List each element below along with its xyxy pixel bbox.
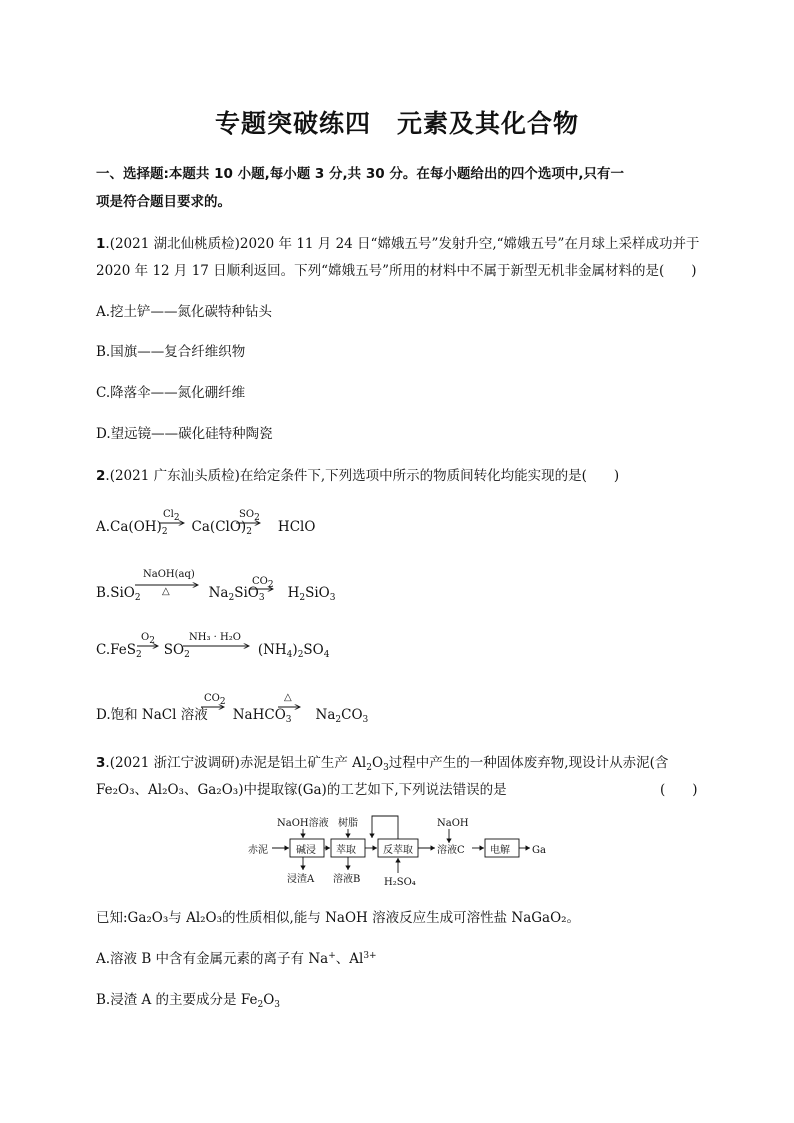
q2-text: .(2021 广东汕头质检)在给定条件下,下列选项中所示的物质间转化均能实现的是( ) [105,468,620,484]
q2-d-reagent2: △ [284,692,292,703]
flow-output2: 溶液B [333,874,361,885]
q2-b-intermediate-a: Na [208,585,229,601]
q2-d-reactant: 饱和 NaCl 溶液 [110,707,208,723]
q3-number: 3 [96,755,106,771]
q2-c-product-sub1: 4 [286,650,293,660]
q3-option-b [96,988,280,1010]
q3-text-sub2: 3 [383,763,389,773]
q3-b-sub1: 2 [257,1000,264,1010]
q2-a-label: A. [96,519,111,535]
q2-d-intermediate: NaHCO [232,707,286,723]
q2-d-reagent1: CO2 [204,693,226,707]
flow-input1: NaOH溶液 [277,818,329,829]
flow-mid: 溶液C [437,845,465,856]
q1-option-b: B.国旗——复合纤维织物 [96,344,246,360]
q2-b-reagent1-bottom: △ [162,586,170,597]
q2-b-intermediate-sub1: 2 [228,593,235,603]
q2-c-product-b: ) [292,642,298,658]
q1-text-1: .(2021 湖北仙桃质检)2020 年 11 月 24 日“嫦娥五号”发射升空,“嫦娥五号”在月球上采样成功并于 [105,236,700,252]
flow-input4: NaOH [437,818,469,829]
q3-b-sub2: 3 [274,1000,280,1010]
q2-b-product-sub1: 2 [299,593,306,603]
q2-b-product-a: H [287,585,300,601]
page-title: 专题突破练四 元素及其化合物 [214,109,579,138]
q3-a-text-b: 、Al [335,951,364,967]
flow-box4-label: 电解 [490,845,510,856]
q3-answer-paren: ( ) [660,782,698,798]
flow-box3-label: 反萃取 [383,845,413,856]
q2-b-intermediate-sub2: 3 [258,593,265,603]
q3-stem-line2: Fe₂O₃、Al₂O₃、Ga₂O₃)中提取镓(Ga)的工艺如下,下列说法错误的是 [96,782,507,798]
q2-b-product-sub2: 3 [329,593,336,603]
q1-option-d: D.望远镜——碳化硅特种陶瓷 [96,426,273,442]
q1-option-c: C.降落伞——氮化硼纤维 [96,385,246,401]
q3-b-text-b: O [263,992,275,1008]
q2-d-intermediate-sub: 3 [285,715,292,725]
q2-c-reactant: FeS [110,642,137,658]
flow-box2-label: 萃取 [336,845,356,856]
q3-text-sub1: 2 [366,763,372,773]
q3-a-sup2: 3+ [363,951,377,961]
q2-a-intermediate-sub: 2 [246,527,252,537]
q2-c-label: C. [96,642,111,658]
q2-a-product: HClO [277,519,316,535]
q2-a-reactant-sub: 2 [161,527,168,537]
q2-a-reagent1: Cl2 [163,509,180,523]
q2-b-product-b: SiO [305,585,330,601]
flow-start: 赤泥 [248,845,268,856]
q3-b-text: B.浸渣 A 的主要成分是 Fe [96,992,258,1008]
q2-b-reactant: SiO [110,585,135,601]
q2-c-intermediate: SO [163,642,185,658]
flow-input2: 树脂 [338,818,358,829]
q2-b-label: B. [96,585,111,601]
q2-c-reactant-sub: 2 [136,650,142,660]
q3-known-condition: 已知:Ga₂O₃与 Al₂O₃的性质相似,能与 NaOH 溶液反应生成可溶性盐 NaGaO₂。 [96,910,581,926]
q2-c-intermediate-sub: 2 [184,650,190,660]
q2-c-product-c: SO [303,642,324,658]
q2-number: 2 [96,468,106,484]
q2-c-product-sub3: 4 [323,650,330,660]
q2-a-reactant: Ca(OH) [110,519,162,535]
q3-text-1c: 过程中产生的一种固体废弃物,现设计从赤泥(含 [388,755,669,771]
q2-d-product-sub1: 2 [335,715,342,725]
section-instruction-line2: 项是符合题目要求的。 [96,194,231,210]
flow-output1: 浸渣A [287,874,315,885]
flow-end: Ga [532,845,546,856]
q2-b-intermediate-b: SiO [234,585,259,601]
q1-option-a: A.挖土铲——氮化碳特种钻头 [96,304,273,320]
q2-d-product-b: CO [341,707,363,723]
flow-box1-label: 碱浸 [296,845,316,856]
q2-b-reagent1-top: NaOH(aq) [143,569,195,580]
q2-c-reagent2: NH₃ · H₂O [189,632,241,643]
q2-c-product-a: (NH [257,642,287,658]
section-instruction-line1: 一、选择题:本题共 10 小题,每小题 3 分,共 30 分。在每小题给出的四个选项中,只有一 [96,166,624,182]
q2-d-product-sub2: 3 [362,715,369,725]
q3-a-text: A.溶液 B 中含有金属元素的离子有 Na [96,951,329,967]
q2-d-product-a: Na [315,707,336,723]
q1-stem-line2: 2020 年 12 月 17 日顺利返回。下列“嫦娥五号”所用的材料中不属于新型无机非金属材料的是( ) [96,263,697,279]
q2-d-label: D. [96,707,111,723]
q2-c-product-sub2: 2 [297,650,304,660]
q2-c-reagent1: O2 [141,632,155,646]
q2-a-reagent2: SO2 [239,509,260,523]
q3-text-1a: .(2021 浙江宁波调研)赤泥是铝土矿生产 Al [105,755,367,771]
q3-text-1b: O [371,755,384,771]
q3-a-sup1: + [328,951,336,961]
flow-input3: H₂SO₄ [384,877,416,888]
q1-number: 1 [96,236,106,252]
q2-a-intermediate: Ca(ClO) [191,519,247,535]
q3-option-a [96,947,377,967]
q2-b-reagent2: CO2 [252,576,274,590]
q2-b-reactant-sub: 2 [134,593,141,603]
